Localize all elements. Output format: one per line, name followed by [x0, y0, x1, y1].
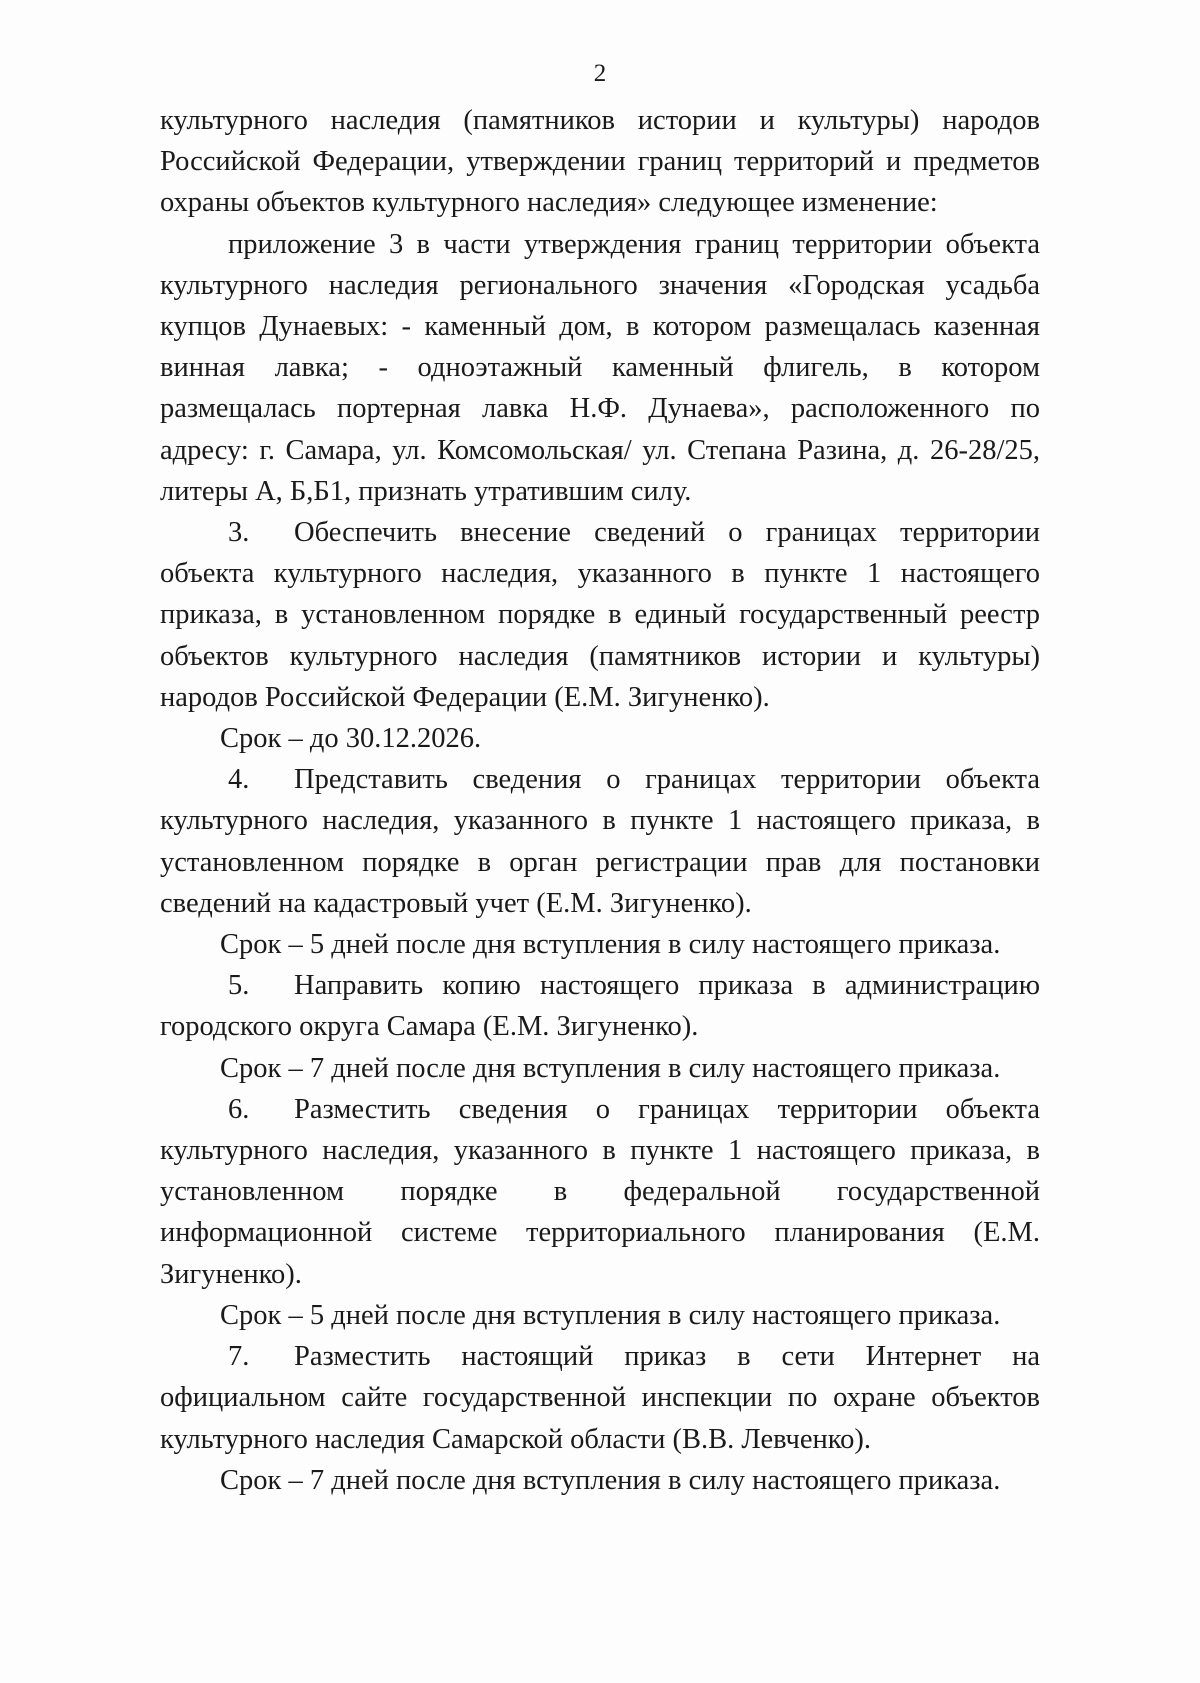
- item-number: 7.: [228, 1341, 250, 1373]
- item-text: Разместить сведения о границах территории объекта культурного наследия, указанного в пункте 1 настоящего приказа, в установленном порядке в федеральной государственной информационной системе территориального планирования (Е.М. Зигуненко).: [160, 1093, 1040, 1290]
- item-5-deadline: Срок – 7 дней после дня вступления в силу настоящего приказа.: [220, 1052, 1001, 1084]
- item-text: Разместить настоящий приказ в сети Интернет на официальном сайте государственной инспекции по охране объектов культурного наследия Самарской области (В.В. Левченко).: [160, 1341, 1040, 1455]
- item-text: Направить копию настоящего приказа в администрацию городского округа Самара (Е.М. Зигуненко).: [160, 970, 1040, 1043]
- item-number: 6.: [228, 1093, 250, 1125]
- item-3: [160, 512, 1040, 718]
- item-7-deadline: Срок – 7 дней после дня вступления в силу настоящего приказа.: [220, 1464, 1001, 1496]
- item-text: Представить сведения о границах территории объекта культурного наследия, указанного в пункте 1 настоящего приказа, в установленном порядке в орган регистрации прав для постановки сведений на кадастровый учет (Е.М. Зигуненко).: [160, 764, 1040, 919]
- item-number: 4.: [228, 764, 250, 796]
- item-text: Обеспечить внесение сведений о границах территории объекта культурного наследия, указанного в пункте 1 настоящего приказа, в установленном порядке в единый государственный реестр объектов культурного наследия (памятников истории и культуры) народов Российской Федерации (Е.М. Зигуненко).: [160, 517, 1040, 713]
- item-3-deadline: Срок – до 30.12.2026.: [220, 723, 482, 755]
- item-4: [160, 759, 1040, 924]
- item-7: [160, 1336, 1040, 1460]
- item-4-deadline: Срок – 5 дней после дня вступления в силу настоящего приказа.: [220, 929, 1001, 961]
- item-number: 3.: [228, 517, 250, 549]
- item-5: [160, 965, 1040, 1047]
- paragraph-continuation: культурного наследия (памятников истории и культуры) народов Российской Федерации, утверждении границ территорий и предметов охраны объектов культурного наследия» следующее изменение:: [160, 105, 1040, 219]
- document-body: [160, 100, 1040, 1501]
- item-number: 5.: [228, 970, 250, 1002]
- item-6-deadline: Срок – 5 дней после дня вступления в силу настоящего приказа.: [220, 1299, 1001, 1331]
- paragraph-appendix-3: приложение 3 в части утверждения границ территории объекта культурного наследия регионального значения «Городская усадьба купцов Дунаевых: - каменный дом, в котором размещалась казенная винная лавка; - одноэтажный каменный флигель, в котором размещалась портерная лавка Н.Ф. Дунаева», расположенного по адресу: г. Самара, ул. Комсомольская/ ул. Степана Разина, д. 26-28/25, литеры А, Б,Б1, признать утратившим силу.: [160, 228, 1040, 507]
- page-number: 2: [593, 60, 607, 87]
- item-6: [160, 1089, 1040, 1295]
